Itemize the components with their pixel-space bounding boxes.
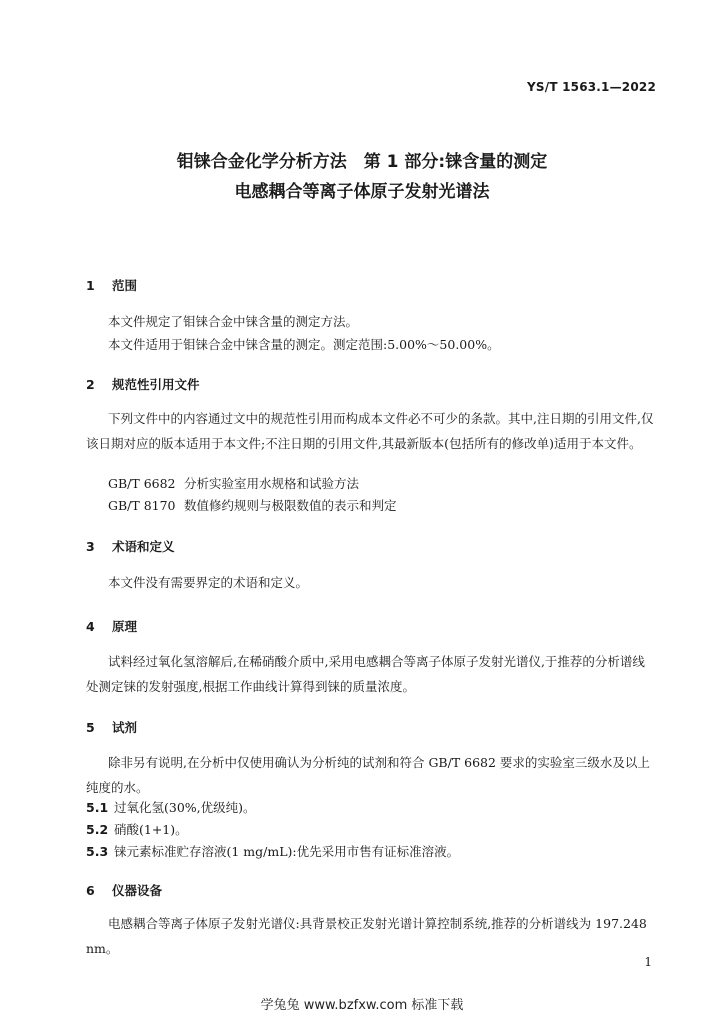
normative-reference-item — [108, 496, 397, 514]
reagent-item — [86, 820, 188, 838]
section-1-heading — [86, 276, 137, 294]
section-title: 术语和定义 — [112, 539, 175, 554]
document-title-line1: 钼铼合金化学分析方法 第 1 部分:铼含量的测定 — [176, 152, 548, 172]
clause-text: 铼元素标准贮存溶液(1 mg/mL):优先采用市售有证标准溶液。 — [114, 844, 460, 859]
reagent-item — [86, 798, 256, 816]
section-1-paragraph-1: 本文件规定了钼铼合金中铼含量的测定方法。 — [108, 314, 359, 329]
clause-number: 5.2 — [86, 822, 109, 837]
section-number: 5 — [86, 720, 95, 735]
section-number: 4 — [86, 619, 95, 634]
clause-text: 过氧化氢(30%,优级纯)。 — [114, 800, 256, 815]
footer-watermark-text: 学兔兔 www.bzfxw.com 标准下载 — [260, 998, 464, 1013]
clause-number: 5.1 — [86, 800, 109, 815]
section-1-paragraph-2: 本文件适用于钼铼合金中铼含量的测定。测定范围:5.00%～50.00%。 — [108, 337, 500, 352]
section-title: 范围 — [112, 278, 138, 293]
section-number: 1 — [86, 278, 95, 293]
reference-code: GB/T 6682 — [108, 476, 176, 491]
clause-text: 硝酸(1+1)。 — [114, 822, 188, 837]
section-title: 原理 — [112, 619, 138, 634]
section-4-heading — [86, 617, 137, 635]
reference-title: 分析实验室用水规格和试验方法 — [184, 476, 360, 491]
standard-number: YS/T 1563.1—2022 — [527, 80, 656, 94]
page-number: 1 — [644, 955, 652, 969]
section-title: 试剂 — [112, 720, 138, 735]
reference-title: 数值修约规则与极限数值的表示和判定 — [184, 498, 397, 513]
section-5-paragraph-1: 除非另有说明,在分析中仅使用确认为分析纯的试剂和符合 GB/T 6682 要求的实验室三级水及以上纯度的水。 — [86, 755, 650, 795]
clause-number: 5.3 — [86, 844, 109, 859]
section-number: 2 — [86, 377, 95, 392]
reference-code: GB/T 8170 — [108, 498, 176, 513]
section-5-heading — [86, 718, 137, 736]
section-2-paragraph-1: 下列文件中的内容通过文中的规范性引用而构成本文件必不可少的条款。其中,注日期的引用文件,仅该日期对应的版本适用于本文件;不注日期的引用文件,其最新版本(包括所有的修改单)适用于本文件。 — [86, 411, 654, 451]
section-6-paragraph-1: 电感耦合等离子体原子发射光谱仪:具背景校正发射光谱计算控制系统,推荐的分析谱线为 197.248 nm。 — [86, 916, 647, 956]
section-2-heading — [86, 375, 200, 393]
section-number: 3 — [86, 539, 95, 554]
section-number: 6 — [86, 883, 95, 898]
reagent-item — [86, 842, 459, 860]
section-4-paragraph-1: 试料经过氧化氢溶解后,在稀硝酸介质中,采用电感耦合等离子体原子发射光谱仪,于推荐的分析谱线处测定铼的发射强度,根据工作曲线计算得到铼的质量浓度。 — [86, 654, 645, 694]
normative-reference-item — [108, 474, 359, 492]
document-title-line2: 电感耦合等离子体原子发射光谱法 — [234, 182, 490, 202]
section-6-heading — [86, 881, 162, 899]
section-title: 规范性引用文件 — [112, 377, 200, 392]
section-3-paragraph-1: 本文件没有需要界定的术语和定义。 — [108, 575, 309, 590]
section-3-heading — [86, 537, 175, 555]
section-title: 仪器设备 — [112, 883, 163, 898]
